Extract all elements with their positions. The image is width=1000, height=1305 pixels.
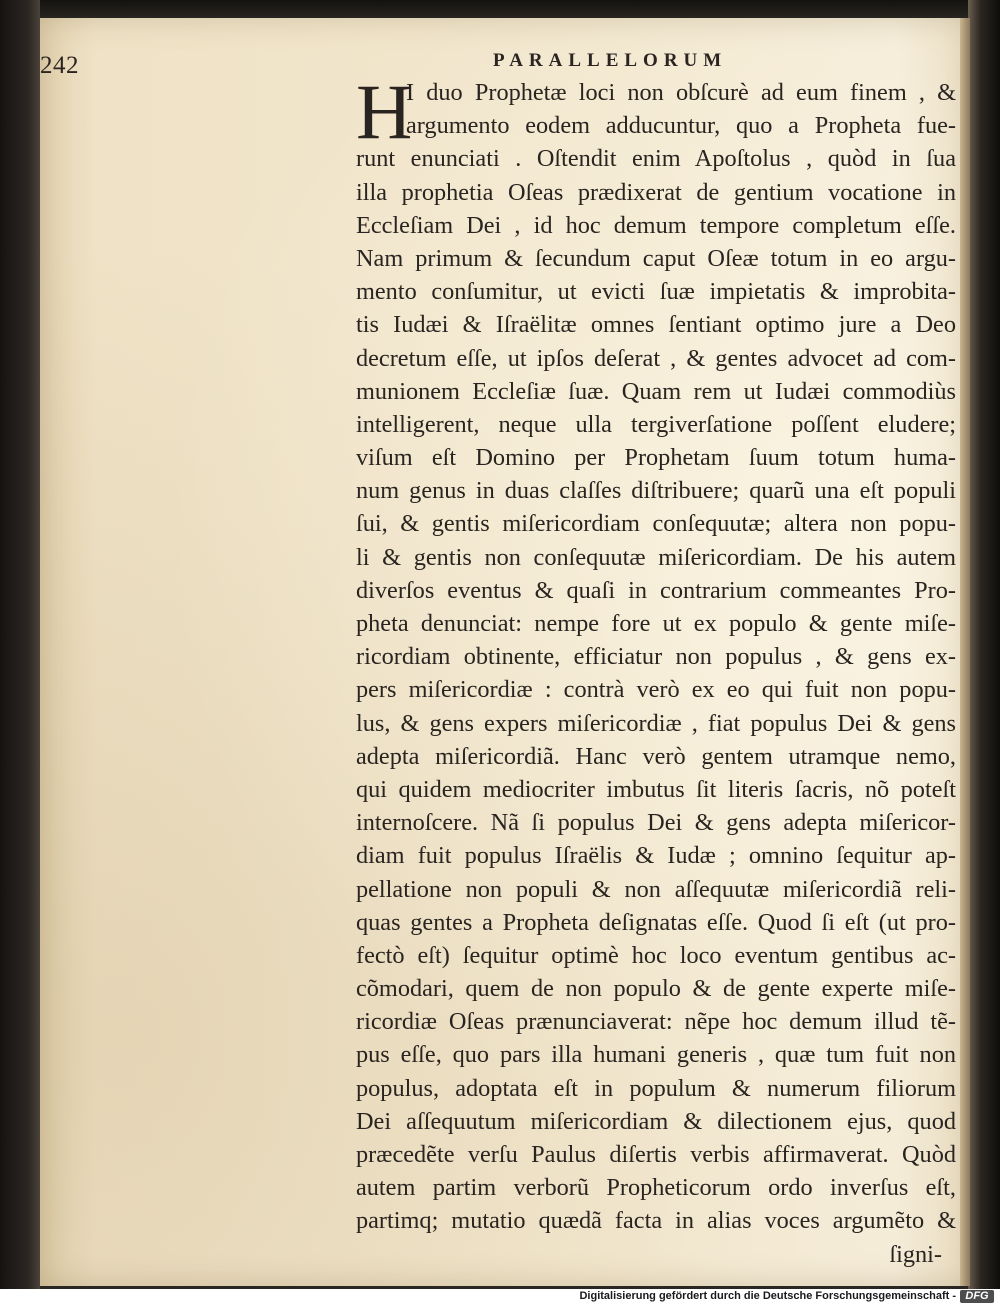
text-line: Nam primum & ſecundum caput Oſeæ totum in eo argu- xyxy=(356,244,956,272)
text-line: pheta denunciat: nempe fore ut ex populo & gente miſe- xyxy=(356,610,956,637)
text-line: internoſcere. Nã ſi populus Dei & gens adepta miſericor- xyxy=(356,809,956,837)
text-line: ricordiam obtinente, efficiatur non populus , & gens ex- xyxy=(356,643,956,671)
text-line: diam fuit populus Iſraëlis & Iudæ ; omnino ſequitur ap- xyxy=(356,842,956,870)
text-line: num genus in duas claſſes diſtribuere; quarũ una eſt populi xyxy=(356,477,956,505)
text-line: pus eſſe, quo pars illa humani generis , quæ tum fuit non xyxy=(356,1041,956,1069)
text-line: cõmodari, quem de non populo & de gente experte miſe- xyxy=(356,975,956,1003)
text-line: adepta miſericordiã. Hanc verò gentem utramque nemo, xyxy=(356,742,956,770)
text-line: li & gentis non conſequutæ miſericordiam. De his autem xyxy=(356,543,956,571)
text-line: populus, adoptata eſt in populum & numerum filiorum xyxy=(356,1074,956,1102)
text-line: autem partim verborũ Propheticorum ordo inverſus eſt, xyxy=(356,1174,956,1202)
text-line: viſum eſt Domino per Prophetam ſuum totum huma- xyxy=(356,444,956,472)
text-line: qui quidem mediocriter imbutus ſit literis ſacris, nõ poteſt xyxy=(356,775,956,803)
text-line: tis Iudæi & Iſraëlitæ omnes ſentiant optimo jure a Deo xyxy=(356,311,956,339)
text-line: partimq; mutatio quædã facta in alias voces argumẽto & xyxy=(356,1207,956,1235)
text-line: mento conſumitur, ut evicti ſuæ impietatis & improbita- xyxy=(356,278,956,306)
text-line: I duo Prophetæ loci non obſcurè ad eum finem , & xyxy=(406,79,956,106)
running-title: PARALLELORUM xyxy=(493,50,728,71)
dfg-logo-icon: DFG xyxy=(960,1290,994,1303)
catchword: ſigni- xyxy=(889,1240,942,1268)
book-cover-right xyxy=(968,0,1000,1290)
text-line: ſui, & gentis miſericordiam conſequutæ; altera non popu- xyxy=(356,510,956,538)
text-line: runt enunciati . Oſtendit enim Apoſtolus , quòd in ſua xyxy=(356,145,956,173)
text-line: diverſos eventus & quaſi in contrarium commeantes Pro- xyxy=(356,576,956,604)
text-line: pers miſericordiæ : contrà verò ex eo qui fuit non popu- xyxy=(356,676,956,704)
drop-cap: H xyxy=(356,68,413,155)
text-line: lus, & gens expers miſericordiæ , fiat populus Dei & gens xyxy=(356,709,956,737)
text-line: fectò eſt) ſequitur optimè hoc loco eventum gentibus ac- xyxy=(356,941,956,969)
text-line: Eccleſiam Dei , id hoc demum tempore completum eſſe. xyxy=(356,211,956,239)
text-line: illa prophetia Oſeas prædixerat de gentium vocatione in xyxy=(356,178,956,206)
text-line: argumento eodem adducuntur, quo a Propheta fue- xyxy=(406,112,956,140)
body-text xyxy=(356,68,956,1271)
page-number: 242 xyxy=(40,52,79,79)
text-line: intelligerent, neque ulla tergiverſatione poſſent eludere; xyxy=(356,410,956,438)
text-line: Dei aſſequutum miſericordiam & dilectionem ejus, quod xyxy=(356,1107,956,1135)
text-line: præcedẽte verſu Paulus diſertis verbis affirmaverat. Quòd xyxy=(356,1141,956,1168)
text-line: quas gentes a Propheta deſignatas eſſe. Quod ſi eſt (ut pro- xyxy=(356,908,956,936)
funding-credit: Digitalisierung gefördert durch die Deutsche Forschungsgemeinschaft - xyxy=(579,1290,956,1302)
page-edge xyxy=(960,18,970,1286)
text-line: munionem Eccleſiæ ſuæ. Quam rem ut Iudæi commodiùs xyxy=(356,377,956,405)
text-line: decretum eſſe, ut ipſos deſerat , & gentes advocet ad com- xyxy=(356,344,956,372)
text-line: pellatione non populi & non aſſequutæ miſericordiã reli- xyxy=(356,875,956,903)
book-cover-left xyxy=(0,0,40,1290)
text-line: ricordiæ Oſeas prænunciaverat: nẽpe hoc demum illud tẽ- xyxy=(356,1008,956,1036)
